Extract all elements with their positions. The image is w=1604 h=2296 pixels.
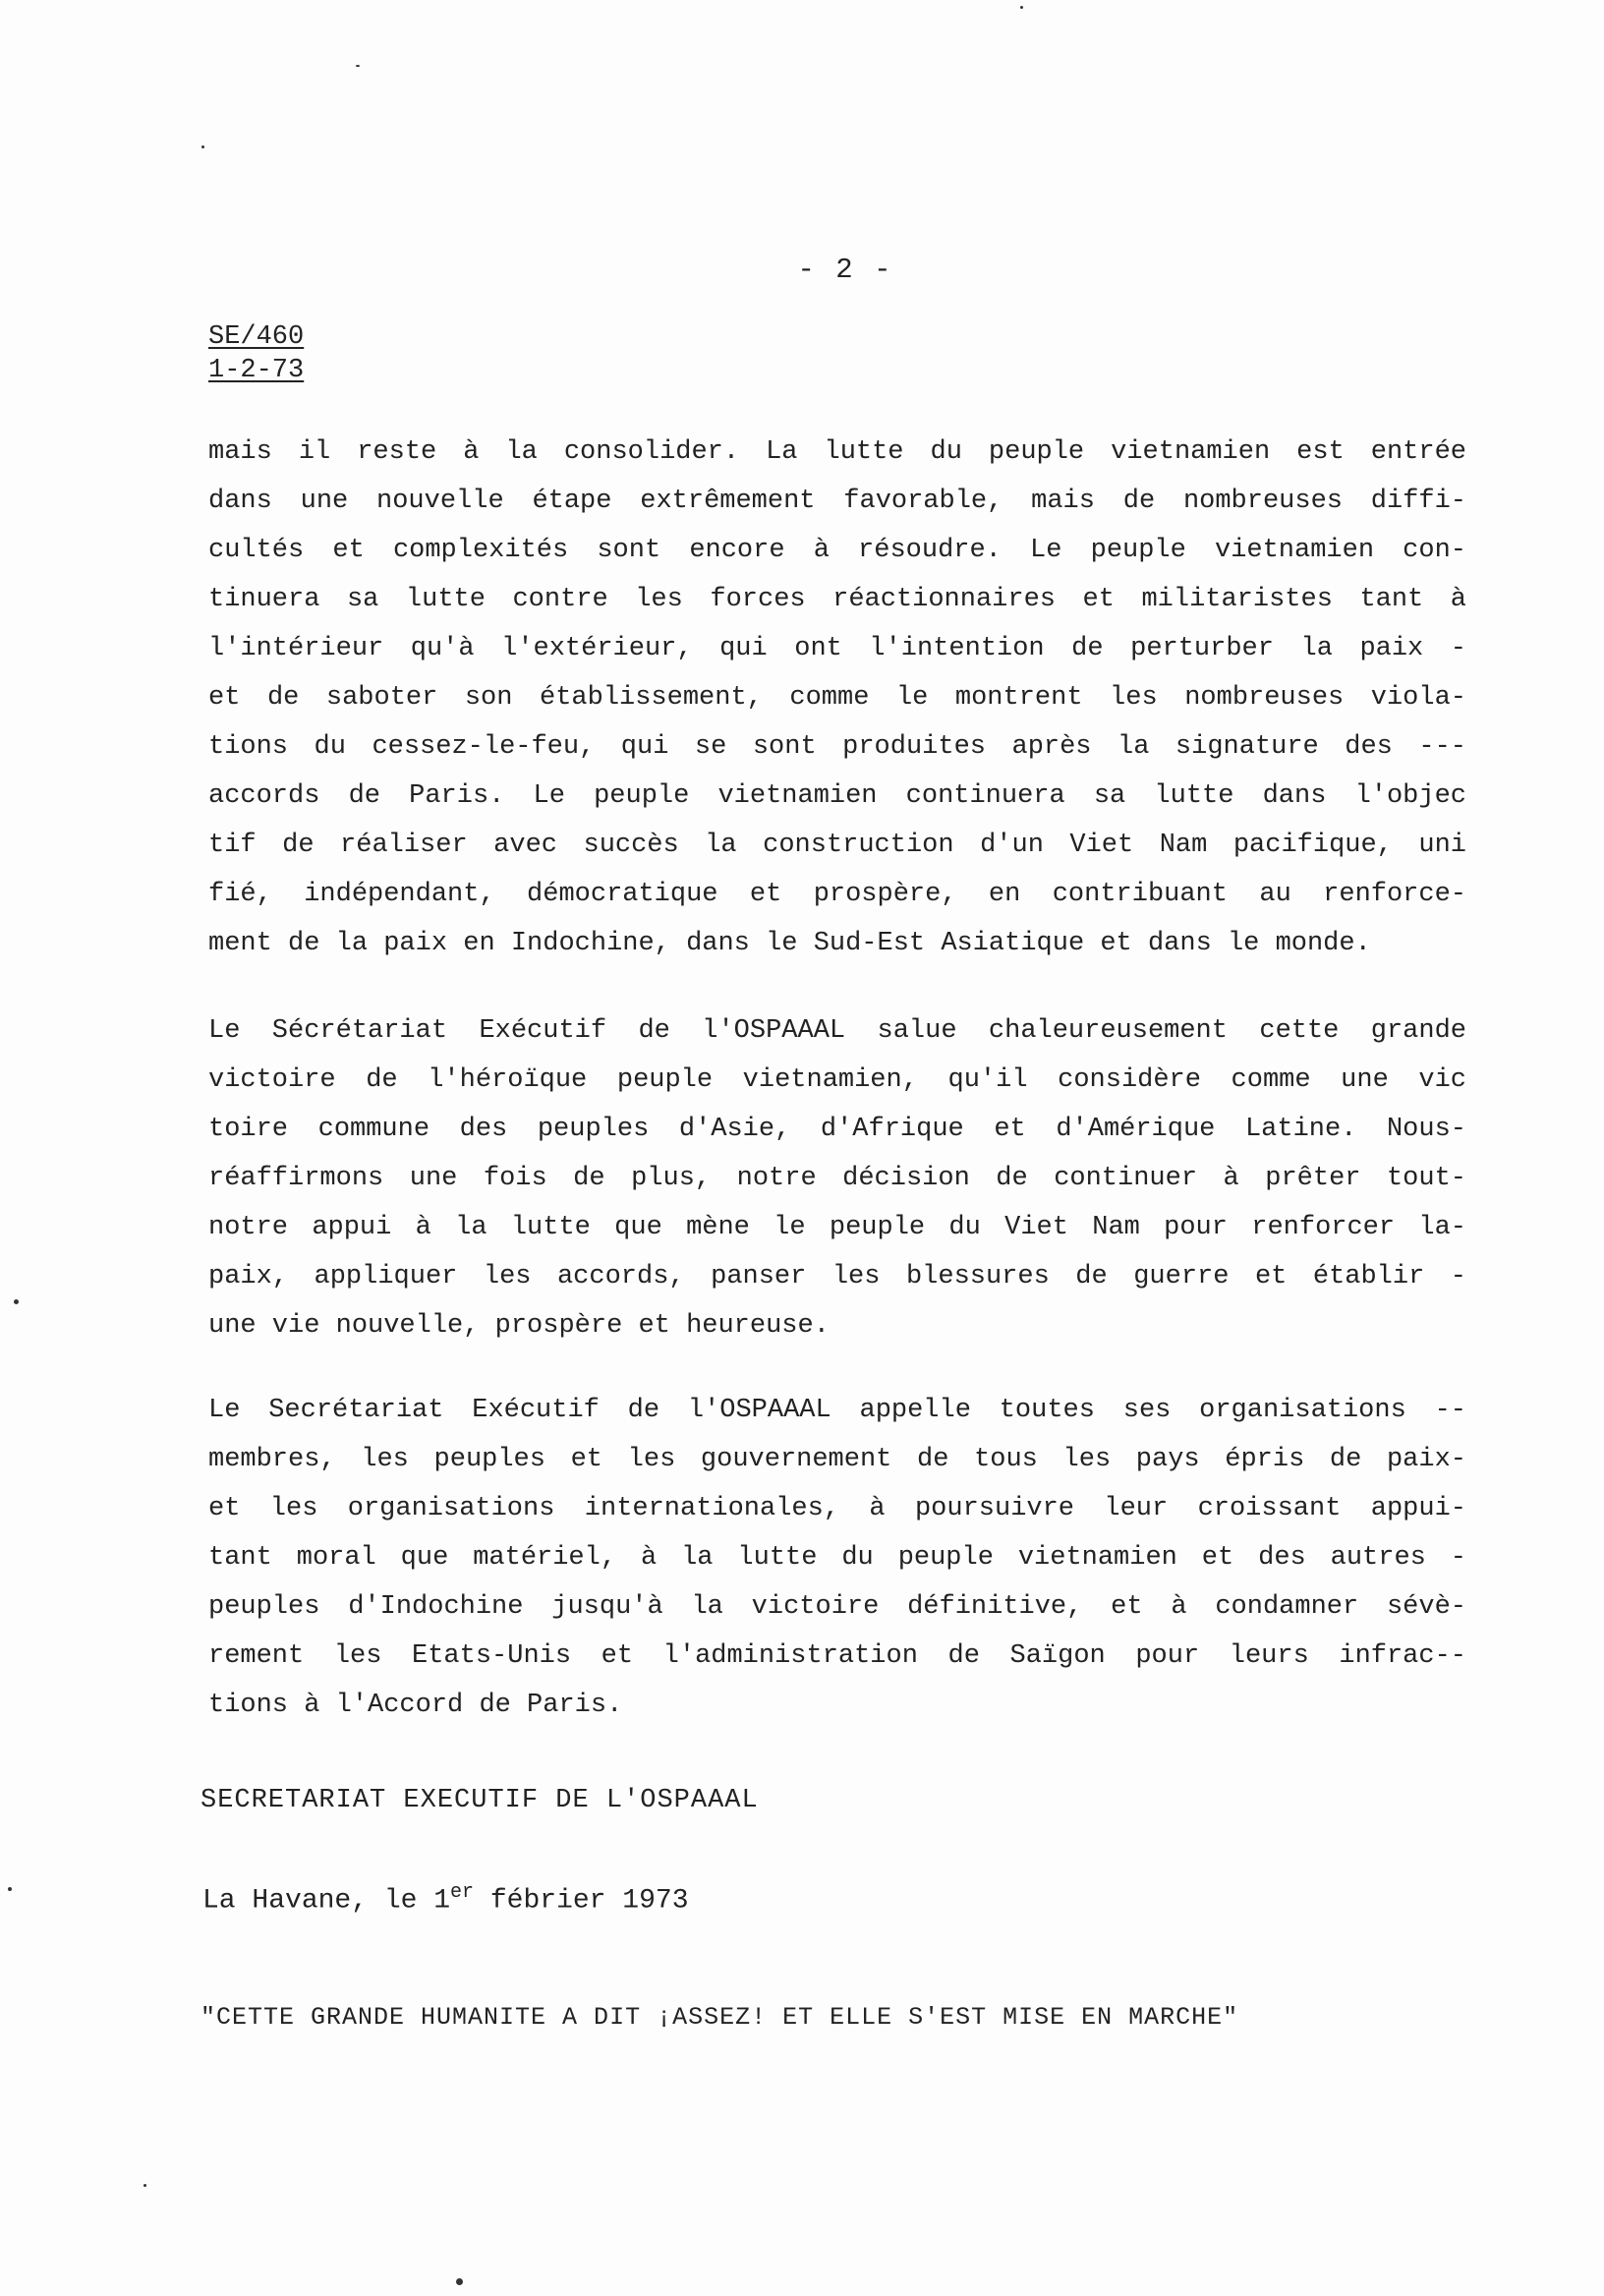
scan-speck: [143, 2184, 146, 2187]
date-prefix: La Havane, le 1: [202, 1885, 451, 1917]
text-line: et de saboter son établissement, comme le montrent les nombreuses viola-: [208, 683, 1466, 713]
text-line: et les organisations internationales, à poursuivre leur croissant appui-: [208, 1494, 1466, 1523]
text-line: fié, indépendant, démocratique et prospère, en contribuant au renforce-: [208, 880, 1466, 909]
text-line: toire commune des peuples d'Asie, d'Afrique et d'Amérique Latine. Nous-: [208, 1115, 1466, 1144]
date-suffix: fébrier 1973: [474, 1885, 689, 1917]
paragraph-2: [208, 1006, 1466, 1350]
text-line: membres, les peuples et les gouvernement de tous les pays épris de paix-: [208, 1445, 1466, 1474]
text-line: mais il reste à la consolider. La lutte du peuple vietnamien est entrée: [208, 437, 1466, 467]
text-line: une vie nouvelle, prospère et heureuse.: [208, 1311, 830, 1341]
text-line: notre appui à la lutte que mène le peuple du Viet Nam pour renforcer la-: [208, 1213, 1466, 1242]
text-line: victoire de l'héroïque peuple vietnamien, qu'il considère comme une vic: [208, 1065, 1466, 1095]
slogan: "CETTE GRANDE HUMANITE A DIT ¡ASSEZ! ET ELLE S'EST MISE EN MARCHE": [200, 2003, 1239, 2032]
text-line: tions à l'Accord de Paris.: [208, 1691, 623, 1720]
text-line: l'intérieur qu'à l'extérieur, qui ont l'intention de perturber la paix -: [208, 634, 1466, 663]
reference-date: 1-2-73: [208, 356, 305, 385]
signature-line: SECRETARIAT EXECUTIF DE L'OSPAAAL: [200, 1786, 759, 1815]
scan-speck: [201, 145, 204, 148]
scan-speck: [1020, 6, 1023, 9]
dateline: [202, 1881, 689, 1916]
scan-speck: [356, 65, 360, 67]
text-line: tif de réaliser avec succès la construction d'un Viet Nam pacifique, uni: [208, 831, 1466, 860]
text-line: rement les Etats-Unis et l'administration de Saïgon pour leurs infrac--: [208, 1641, 1466, 1671]
date-superscript: er: [450, 1881, 475, 1904]
text-line: Le Secrétariat Exécutif de l'OSPAAAL appelle toutes ses organisations --: [208, 1396, 1466, 1425]
text-line: tant moral que matériel, à la lutte du peuple vietnamien et des autres -: [208, 1543, 1466, 1573]
text-line: réaffirmons une fois de plus, notre décision de continuer à prêter tout-: [208, 1164, 1466, 1193]
reference-code: SE/460: [208, 322, 305, 352]
text-line: ment de la paix en Indochine, dans le Sud-Est Asiatique et dans le monde.: [208, 929, 1371, 958]
scan-speck: [456, 2278, 463, 2285]
scan-speck: [14, 1299, 19, 1304]
text-line: cultés et complexités sont encore à résoudre. Le peuple vietnamien con-: [208, 536, 1466, 565]
text-line: dans une nouvelle étape extrêmement favorable, mais de nombreuses diffi-: [208, 487, 1466, 516]
text-line: paix, appliquer les accords, panser les blessures de guerre et établir -: [208, 1262, 1466, 1292]
text-line: Le Sécrétariat Exécutif de l'OSPAAAL salue chaleureusement cette grande: [208, 1016, 1466, 1046]
scan-speck: [8, 1887, 12, 1891]
page-number: - 2 -: [797, 254, 893, 286]
paragraph-3: [208, 1386, 1466, 1730]
text-line: accords de Paris. Le peuple vietnamien continuera sa lutte dans l'objec: [208, 781, 1466, 811]
text-line: peuples d'Indochine jusqu'à la victoire définitive, et à condamner sévè-: [208, 1592, 1466, 1622]
paragraph-1: [208, 428, 1466, 968]
text-line: tions du cessez-le-feu, qui se sont produites après la signature des ---: [208, 732, 1466, 762]
text-line: tinuera sa lutte contre les forces réactionnaires et militaristes tant à: [208, 585, 1466, 614]
document-reference: [208, 320, 304, 387]
